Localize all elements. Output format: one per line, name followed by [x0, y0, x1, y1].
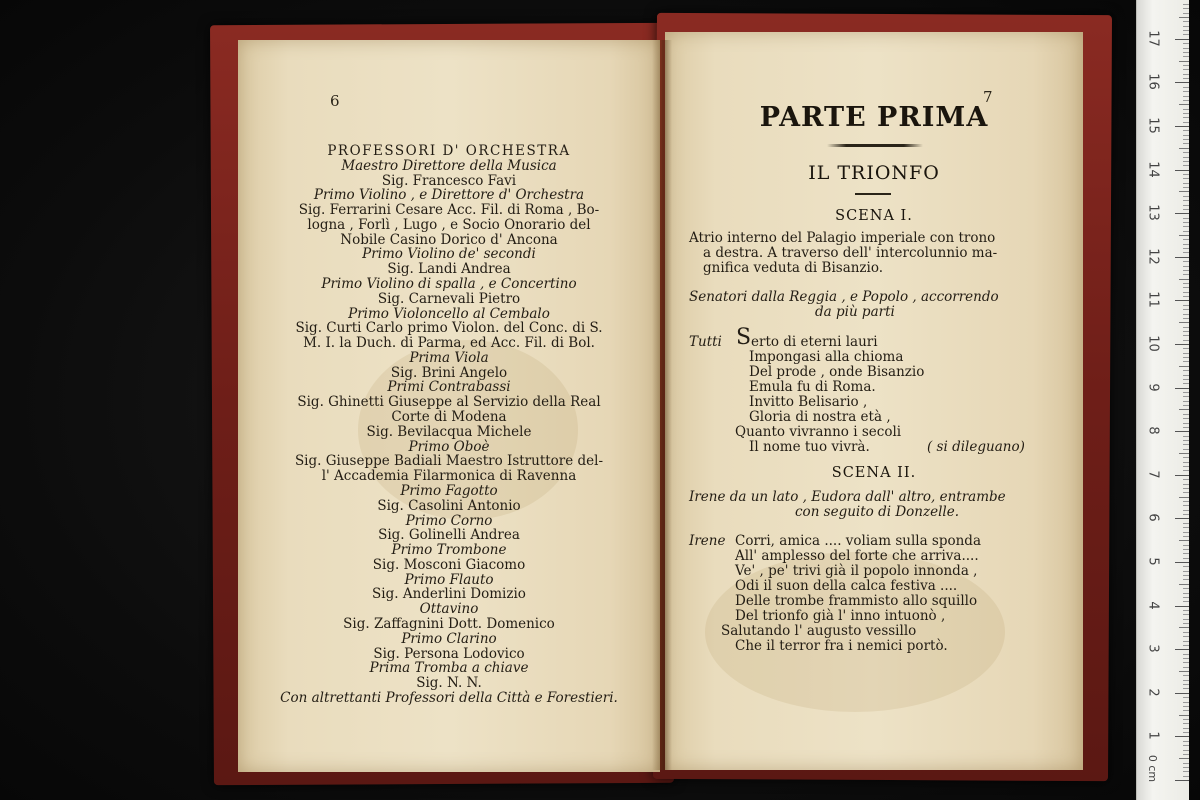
ruler-tick [1183, 174, 1189, 175]
ruler-number: 13 [1145, 204, 1161, 221]
ruler-unit-label: 0 cm [1146, 754, 1160, 783]
ruler-tick [1183, 571, 1189, 572]
ruler-tick [1183, 357, 1189, 358]
instrument-heading: Primo Clarino [401, 630, 497, 647]
ruler-tick [1183, 440, 1189, 441]
verse-line: erto di eterni lauri [751, 334, 878, 350]
ruler-tick [1179, 61, 1189, 62]
ruler-tick [1179, 366, 1189, 367]
musician-line: Sig. N. N. [416, 675, 482, 692]
musician-line: Sig. Zaffagnini Dott. Domenico [343, 615, 555, 632]
verse-line: Del trionfo già l' inno intuonò , [735, 608, 946, 624]
ruler-tick [1183, 375, 1189, 376]
ruler-tick [1175, 257, 1189, 258]
ruler-tick [1179, 671, 1189, 672]
instrument-heading: Prima Tromba a chiave [369, 660, 529, 677]
page-number-right: 7 [983, 88, 993, 106]
ruler-tick [1183, 684, 1189, 685]
ruler-tick [1175, 736, 1189, 737]
subtitle-divider [855, 193, 891, 195]
scene-1-description-line: Atrio interno del Palagio imperiale con trono [689, 230, 996, 246]
instrument-heading: Primo Violino di spalla , e Concertino [321, 276, 577, 293]
ruler-tick [1183, 135, 1189, 136]
ruler-tick [1183, 479, 1189, 480]
ruler-tick [1183, 645, 1189, 646]
drop-cap: S [736, 325, 752, 350]
ruler-tick [1183, 610, 1189, 611]
ruler-tick [1183, 575, 1189, 576]
musician-line: Sig. Landi Andrea [387, 261, 511, 278]
ruler-tick [1183, 632, 1189, 633]
ruler-tick [1183, 527, 1189, 528]
ruler-number: 5 [1145, 557, 1161, 566]
verse-line: Che il terror fra i nemici portò. [735, 638, 948, 654]
verse-line: Quanto vivranno i secoli [735, 424, 902, 440]
ruler-tick [1183, 239, 1189, 240]
ruler-tick [1183, 593, 1189, 594]
ruler-tick [1183, 641, 1189, 642]
ruler-tick [1183, 283, 1189, 284]
ruler-tick [1183, 457, 1189, 458]
ruler-number: 8 [1145, 426, 1161, 435]
ruler-tick [1183, 56, 1189, 57]
scene-2-stage-direction: Irene da un lato , Eudora dall' altro, entrambe [689, 489, 1006, 505]
musician-line: Sig. Francesco Favi [381, 172, 517, 189]
musician-line: Sig. Giuseppe Badiali Maestro Istruttore del- [294, 453, 604, 470]
ruler-tick [1183, 200, 1189, 201]
ruler-tick [1179, 758, 1189, 759]
ruler-tick [1175, 649, 1189, 650]
ruler-tick [1183, 553, 1189, 554]
ruler-tick [1183, 466, 1189, 467]
ruler-tick [1183, 270, 1189, 271]
ruler-tick [1179, 322, 1189, 323]
verse-line: Impongasi alla chioma [749, 349, 904, 365]
ruler-tick [1183, 728, 1189, 729]
verse-line: Gloria di nostra età , [749, 409, 891, 425]
ruler-tick [1183, 754, 1189, 755]
ruler-tick [1183, 109, 1189, 110]
ruler-tick [1183, 100, 1189, 101]
ruler-tick [1179, 148, 1189, 149]
ruler-tick [1183, 218, 1189, 219]
ruler-tick [1179, 627, 1189, 628]
musician-line: Nobile Casino Dorico d' Ancona [340, 231, 558, 248]
ruler-number: 4 [1145, 600, 1161, 610]
ruler-tick [1183, 26, 1189, 27]
instrument-heading: Primo Flauto [404, 571, 494, 588]
ruler-tick [1175, 300, 1189, 301]
ruler-tick [1179, 497, 1189, 498]
ruler-tick [1183, 331, 1189, 332]
ruler-tick [1179, 584, 1189, 585]
ruler-tick [1183, 8, 1189, 9]
ruler-tick [1183, 231, 1189, 232]
verse-line: Salutando l' augusto vessillo [721, 623, 917, 639]
ruler-tick [1183, 549, 1189, 550]
ruler-tick [1179, 235, 1189, 236]
ruler-tick [1183, 165, 1189, 166]
ruler-tick [1183, 183, 1189, 184]
ruler-tick [1183, 710, 1189, 711]
musician-line: Sig. Carnevali Pietro [377, 290, 521, 307]
ruler-tick [1175, 39, 1189, 40]
ruler-tick [1183, 601, 1189, 602]
ruler-tick [1183, 309, 1189, 310]
ruler-tick [1179, 17, 1189, 18]
ruler-tick [1175, 126, 1189, 127]
verse-line: Del prode , onde Bisanzio [749, 364, 925, 380]
orchestra-heading: PROFESSORI D' ORCHESTRA [327, 143, 571, 159]
ruler-tick [1183, 680, 1189, 681]
ruler-tick [1183, 113, 1189, 114]
instrument-heading: Primo Fagotto [400, 482, 498, 499]
verse-line: Odi il suon della calca festiva .... [735, 578, 958, 594]
ruler-tick [1175, 606, 1189, 607]
ruler-tick [1183, 226, 1189, 227]
ruler-tick [1183, 314, 1189, 315]
ruler-tick [1175, 518, 1189, 519]
ruler-tick [1183, 43, 1189, 44]
ruler-tick [1183, 767, 1189, 768]
musician-line: Sig. Ferrarini Cesare Acc. Fil. di Roma , Bo- [298, 202, 600, 219]
ruler-tick [1183, 96, 1189, 97]
ruler-tick [1183, 654, 1189, 655]
ruler-tick [1183, 379, 1189, 380]
ruler-tick [1183, 566, 1189, 567]
instrument-heading: Primo Oboè [408, 438, 490, 455]
ruler-tick [1183, 423, 1189, 424]
ruler-tick [1183, 396, 1189, 397]
musician-line: Sig. Golinelli Andrea [378, 527, 520, 544]
ruler-tick [1183, 763, 1189, 764]
ruler-tick [1183, 274, 1189, 275]
ruler-tick [1179, 279, 1189, 280]
ruler-tick [1183, 558, 1189, 559]
ruler-tick [1183, 117, 1189, 118]
ruler-tick [1183, 266, 1189, 267]
ruler-tick [1183, 52, 1189, 53]
ruler-tick [1175, 170, 1189, 171]
ruler-tick [1183, 318, 1189, 319]
ruler-tick [1183, 750, 1189, 751]
instrument-heading: Primi Contrabassi [387, 379, 511, 396]
ruler-tick [1183, 392, 1189, 393]
ruler-tick [1183, 510, 1189, 511]
ruler-tick [1183, 484, 1189, 485]
speaker-irene: Irene [689, 533, 726, 549]
ruler-tick [1183, 706, 1189, 707]
ruler-tick [1179, 453, 1189, 454]
musician-line: Sig. Mosconi Giacomo [372, 556, 526, 573]
ruler-tick [1183, 87, 1189, 88]
ruler-number: 6 [1145, 513, 1161, 523]
instrument-heading: Ottavino [419, 601, 479, 618]
ruler-tick [1183, 157, 1189, 158]
ruler-tick [1175, 693, 1189, 694]
ruler-tick [1175, 431, 1189, 432]
ruler-tick [1183, 697, 1189, 698]
ruler-tick [1183, 514, 1189, 515]
ruler-tick [1183, 501, 1189, 502]
ruler-tick [1183, 658, 1189, 659]
ruler-tick [1183, 196, 1189, 197]
ruler-number: 14 [1145, 160, 1161, 178]
ruler-tick [1183, 78, 1189, 79]
musician-line: Sig. Brini Angelo [390, 364, 508, 381]
ruler-tick [1183, 222, 1189, 223]
left-page [238, 40, 660, 772]
ruler-tick [1183, 340, 1189, 341]
ruler-tick [1183, 667, 1189, 668]
ruler-tick [1183, 353, 1189, 354]
ruler-tick [1183, 619, 1189, 620]
ruler-tick [1183, 662, 1189, 663]
musician-line: Corte di Modena [391, 409, 507, 426]
ruler-tick [1183, 723, 1189, 724]
ruler-tick [1183, 65, 1189, 66]
ruler-tick [1175, 562, 1189, 563]
instrument-heading: Primo Violoncello al Cembalo [348, 305, 550, 322]
musician-line: Sig. Anderlini Domizio [372, 586, 526, 603]
ruler-tick [1183, 161, 1189, 162]
ruler-tick [1175, 82, 1189, 83]
verse-line: Delle trombe frammisto allo squillo [735, 593, 978, 609]
act-subtitle: IL TRIONFO [808, 162, 940, 184]
ruler-tick [1179, 409, 1189, 410]
ruler-tick [1175, 344, 1189, 345]
ruler-tick [1183, 209, 1189, 210]
ruler-tick [1183, 69, 1189, 70]
exit-direction: ( si dileguano) [927, 439, 1025, 455]
ruler-number: 7 [1145, 470, 1161, 479]
ruler-tick [1183, 244, 1189, 245]
ruler-tick [1183, 292, 1189, 293]
ruler-tick [1183, 30, 1189, 31]
verse-line: All' amplesso del forte che arriva.... [735, 548, 979, 564]
musician-line: Sig. Casolini Antonio [377, 497, 521, 514]
scene-1-stage-direction: da più parti [815, 304, 895, 320]
ruler-tick [1183, 143, 1189, 144]
ruler-tick [1183, 545, 1189, 546]
ruler-number: 12 [1145, 248, 1161, 265]
ruler-tick [1183, 348, 1189, 349]
book-gutter [652, 40, 672, 770]
ruler-tick [1183, 34, 1189, 35]
ruler-number: 11 [1145, 291, 1161, 309]
ruler-tick [1179, 104, 1189, 105]
ruler-tick [1183, 470, 1189, 471]
ruler-tick [1183, 205, 1189, 206]
ruler-tick [1183, 178, 1189, 179]
ruler-tick [1183, 532, 1189, 533]
ruler-tick [1183, 702, 1189, 703]
ruler-tick [1183, 536, 1189, 537]
ruler-tick [1175, 213, 1189, 214]
ruler-number: 15 [1145, 117, 1161, 134]
ruler-tick [1183, 436, 1189, 437]
ruler-tick [1183, 771, 1189, 772]
verse-line: Emula fu di Roma. [749, 379, 876, 395]
ruler-tick [1183, 370, 1189, 371]
ruler-tick [1183, 361, 1189, 362]
ruler-tick [1183, 187, 1189, 188]
ruler-tick [1183, 623, 1189, 624]
scene-1-description-line: gnifica veduta di Bisanzio. [703, 260, 884, 276]
instrument-heading: Prima Viola [409, 349, 489, 366]
ruler-number: 9 [1145, 382, 1161, 392]
ruler-number: 16 [1145, 73, 1161, 91]
instrument-heading: Primo Corno [405, 512, 493, 529]
musician-line: Sig. Persona Lodovico [373, 645, 525, 662]
ruler-tick [1179, 715, 1189, 716]
ruler-tick [1183, 48, 1189, 49]
scene-2-heading: SCENA II. [831, 465, 917, 481]
ruler-tick [1183, 505, 1189, 506]
ruler-tick [1183, 579, 1189, 580]
ruler-number: 10 [1145, 335, 1161, 352]
verse-line: Corri, amica .... voliam sulla sponda [735, 533, 981, 549]
verse-line: Il nome tuo vivrà. [749, 439, 870, 455]
instrument-heading: Primo Violino , e Direttore d' Orchestra [313, 187, 585, 204]
ruler-tick [1183, 4, 1189, 5]
ruler-tick [1183, 327, 1189, 328]
scene-1-heading: SCENA I. [835, 208, 913, 224]
ruler-tick [1183, 462, 1189, 463]
ruler-tick [1183, 414, 1189, 415]
ruler-tick [1183, 252, 1189, 253]
instrument-heading: Primo Violino de' secondi [362, 246, 536, 263]
ruler-tick [1183, 688, 1189, 689]
musician-line: l' Accademia Filarmonica di Ravenna [321, 468, 577, 485]
ruler-tick [1183, 741, 1189, 742]
ruler-tick [1175, 475, 1189, 476]
ruler-tick [1183, 427, 1189, 428]
ruler-tick [1183, 488, 1189, 489]
ruler-tick [1183, 335, 1189, 336]
ruler-tick [1183, 732, 1189, 733]
verse-line: Invitto Belisario , [749, 394, 868, 410]
instrument-heading: Maestro Direttore della Musica [341, 157, 557, 174]
ruler-number: 2 [1145, 688, 1161, 697]
ruler-tick [1179, 540, 1189, 541]
ruler-tick [1183, 636, 1189, 637]
ruler-tick [1183, 418, 1189, 419]
ruler-tick [1175, 388, 1189, 389]
ruler-tick [1183, 261, 1189, 262]
ruler-tick [1183, 21, 1189, 22]
scene-2-stage-direction: con seguito di Donzelle. [795, 504, 960, 520]
musician-line: Sig. Ghinetti Giuseppe al Servizio della Real [297, 394, 601, 411]
instrument-heading: Primo Trombone [391, 542, 507, 559]
verse-line: Ve' , pe' trivi già il popolo innonda , [735, 563, 978, 579]
ruler-tick [1183, 74, 1189, 75]
ruler-tick [1183, 401, 1189, 402]
ruler-tick [1183, 305, 1189, 306]
scene-1-stage-direction: Senatori dalla Reggia , e Popolo , accorrendo [689, 289, 999, 305]
ruler-tick [1183, 449, 1189, 450]
ruler-tick [1183, 597, 1189, 598]
ruler-tick [1183, 523, 1189, 524]
ruler-tick [1183, 130, 1189, 131]
ruler-tick [1183, 719, 1189, 720]
musician-line: Sig. Curti Carlo primo Violon. del Conc. di S. [295, 320, 603, 337]
page-number-left: 6 [330, 92, 340, 110]
ruler-tick [1183, 745, 1189, 746]
ruler-tick [1183, 588, 1189, 589]
ruler-tick [1183, 287, 1189, 288]
title-divider [827, 144, 923, 147]
ruler-tick [1179, 191, 1189, 192]
ruler-tick [1183, 383, 1189, 384]
ruler-tick [1183, 492, 1189, 493]
ruler-tick [1183, 248, 1189, 249]
scene-1-description-line: a destra. A traverso dell' intercolunnio ma- [703, 245, 998, 261]
musician-line: M. I. la Duch. di Parma, ed Acc. Fil. di Bol. [303, 335, 595, 352]
ruler-tick [1183, 122, 1189, 123]
measuring-ruler [1136, 0, 1189, 800]
ruler-tick [1183, 776, 1189, 777]
ruler-tick [1183, 405, 1189, 406]
part-title: PARTE PRIMA [759, 102, 989, 133]
right-page [665, 32, 1083, 770]
ruler-number: 17 [1145, 30, 1161, 47]
ruler-tick [1183, 675, 1189, 676]
ruler-tick [1183, 614, 1189, 615]
ruler-tick [1183, 444, 1189, 445]
instrument-heading: Con altrettanti Professori della Città e Forestieri. [280, 689, 618, 706]
ruler-tick [1175, 780, 1189, 781]
ruler-tick [1183, 296, 1189, 297]
ruler-tick [1183, 152, 1189, 153]
speaker-tutti: Tutti [689, 334, 722, 350]
ruler-number: 1 [1145, 731, 1161, 741]
musician-line: logna , Forlì , Lugo , e Socio Onorario del [307, 216, 591, 233]
musician-line: Sig. Bevilacqua Michele [366, 423, 532, 440]
ruler-tick [1183, 139, 1189, 140]
ruler-number: 3 [1145, 644, 1161, 653]
ruler-tick [1183, 91, 1189, 92]
ruler-tick [1183, 13, 1189, 14]
